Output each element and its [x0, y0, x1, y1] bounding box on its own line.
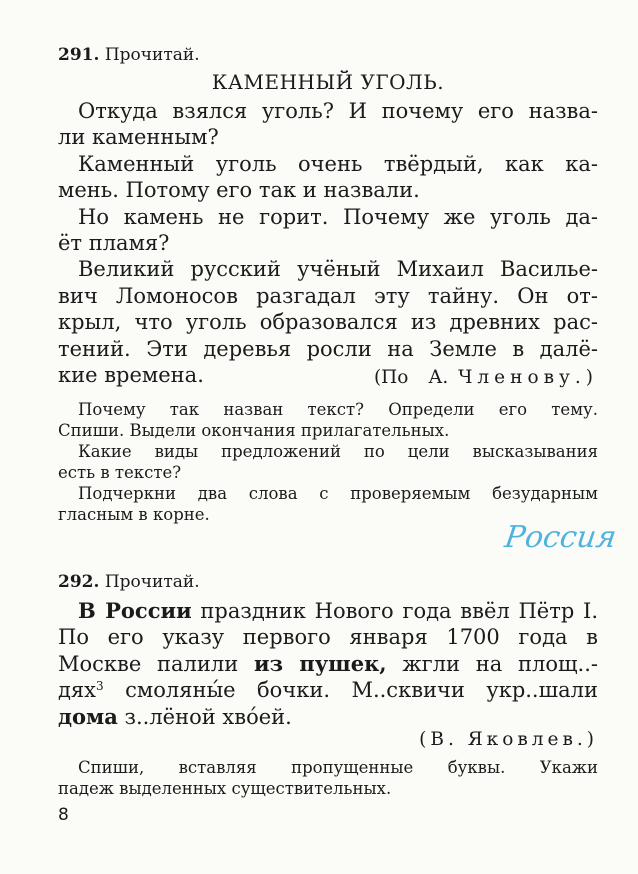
- text-line: По его указу первого января 1700 года в: [58, 625, 598, 650]
- author-name: Членову.): [458, 367, 598, 388]
- task-line: гласным в корне.: [58, 505, 210, 524]
- exercise-instruction: Прочитай.: [104, 572, 200, 592]
- text-span: праздник Нового года ввёл Пётр I.: [191, 599, 598, 623]
- footnote-mark: 3: [96, 679, 104, 694]
- text-line: [58, 704, 598, 730]
- author-prefix: (По: [373, 367, 409, 388]
- text-line: [58, 677, 598, 703]
- text-line: Но камень не горит. Почему же уголь да-: [78, 204, 598, 229]
- exercise-291-tasks: [58, 399, 598, 525]
- bold-word: В России: [78, 598, 192, 623]
- text-span: з..лёной хво́ей.: [117, 704, 292, 729]
- text-line: кие времена.: [58, 363, 204, 388]
- exercise-number: 291.: [58, 45, 100, 65]
- text-line: ли каменным?: [58, 125, 219, 150]
- text-title: КАМЕННЫЙ УГОЛЬ.: [211, 70, 445, 94]
- text-span: Москве палили: [58, 651, 254, 676]
- text-line: Откуда взялся уголь? И почему его назва-: [78, 99, 598, 123]
- text-line: [58, 598, 598, 624]
- task-line: Подчеркни два слова с проверяемым безударным: [78, 484, 598, 503]
- text-line: крыл, что уголь образовался из древних рас-: [58, 310, 598, 335]
- task-line: Спиши, вставляя пропущенные буквы. Укажи: [78, 758, 598, 777]
- exercise-291-text: [58, 98, 598, 388]
- exercise-number: 292.: [58, 572, 100, 592]
- text-line: мень. Потому его так и назвали.: [58, 178, 420, 203]
- author-initial: А.: [428, 367, 449, 388]
- vocabulary-word: Россия: [502, 520, 619, 555]
- task-line: Почему так назван текст? Определи его тему.: [78, 400, 598, 419]
- exercise-291-header: [58, 45, 598, 65]
- text-span: жгли на площ..-: [386, 651, 598, 676]
- text-line: ёт пламя?: [58, 231, 170, 256]
- text-line: Каменный уголь очень твёрдый, как ка-: [78, 151, 598, 176]
- exercise-292-text: [58, 598, 598, 730]
- page-number: 8: [58, 805, 69, 825]
- text-line: вич Ломоносов разгадал эту тайну. Он от-: [58, 283, 598, 308]
- exercise-instruction: Прочитай.: [104, 45, 200, 65]
- task-line: Спиши. Выдели окончания прилагательных.: [58, 421, 450, 440]
- text-author: (В. Яковлев.): [419, 729, 598, 750]
- text-span: дях: [58, 678, 97, 703]
- text-line: Великий русский учёный Михаил Васильe-: [78, 257, 598, 282]
- task-line: Какие виды предложений по цели высказывания: [78, 442, 598, 461]
- task-line: падеж выделенных существительных.: [58, 779, 392, 798]
- task-line: есть в тексте?: [58, 463, 182, 482]
- text-author: [58, 366, 598, 390]
- exercise-292-tasks: [58, 757, 598, 799]
- bold-word: дома: [58, 703, 118, 729]
- exercise-292-header: [58, 572, 598, 592]
- bold-word: из пушек,: [254, 650, 387, 676]
- text-span: смоляны́е бочки. М..сквичи укр..шали: [103, 678, 598, 703]
- text-line: [58, 651, 598, 677]
- text-line: тений. Эти деревья росли на Земле в далё-: [58, 336, 598, 361]
